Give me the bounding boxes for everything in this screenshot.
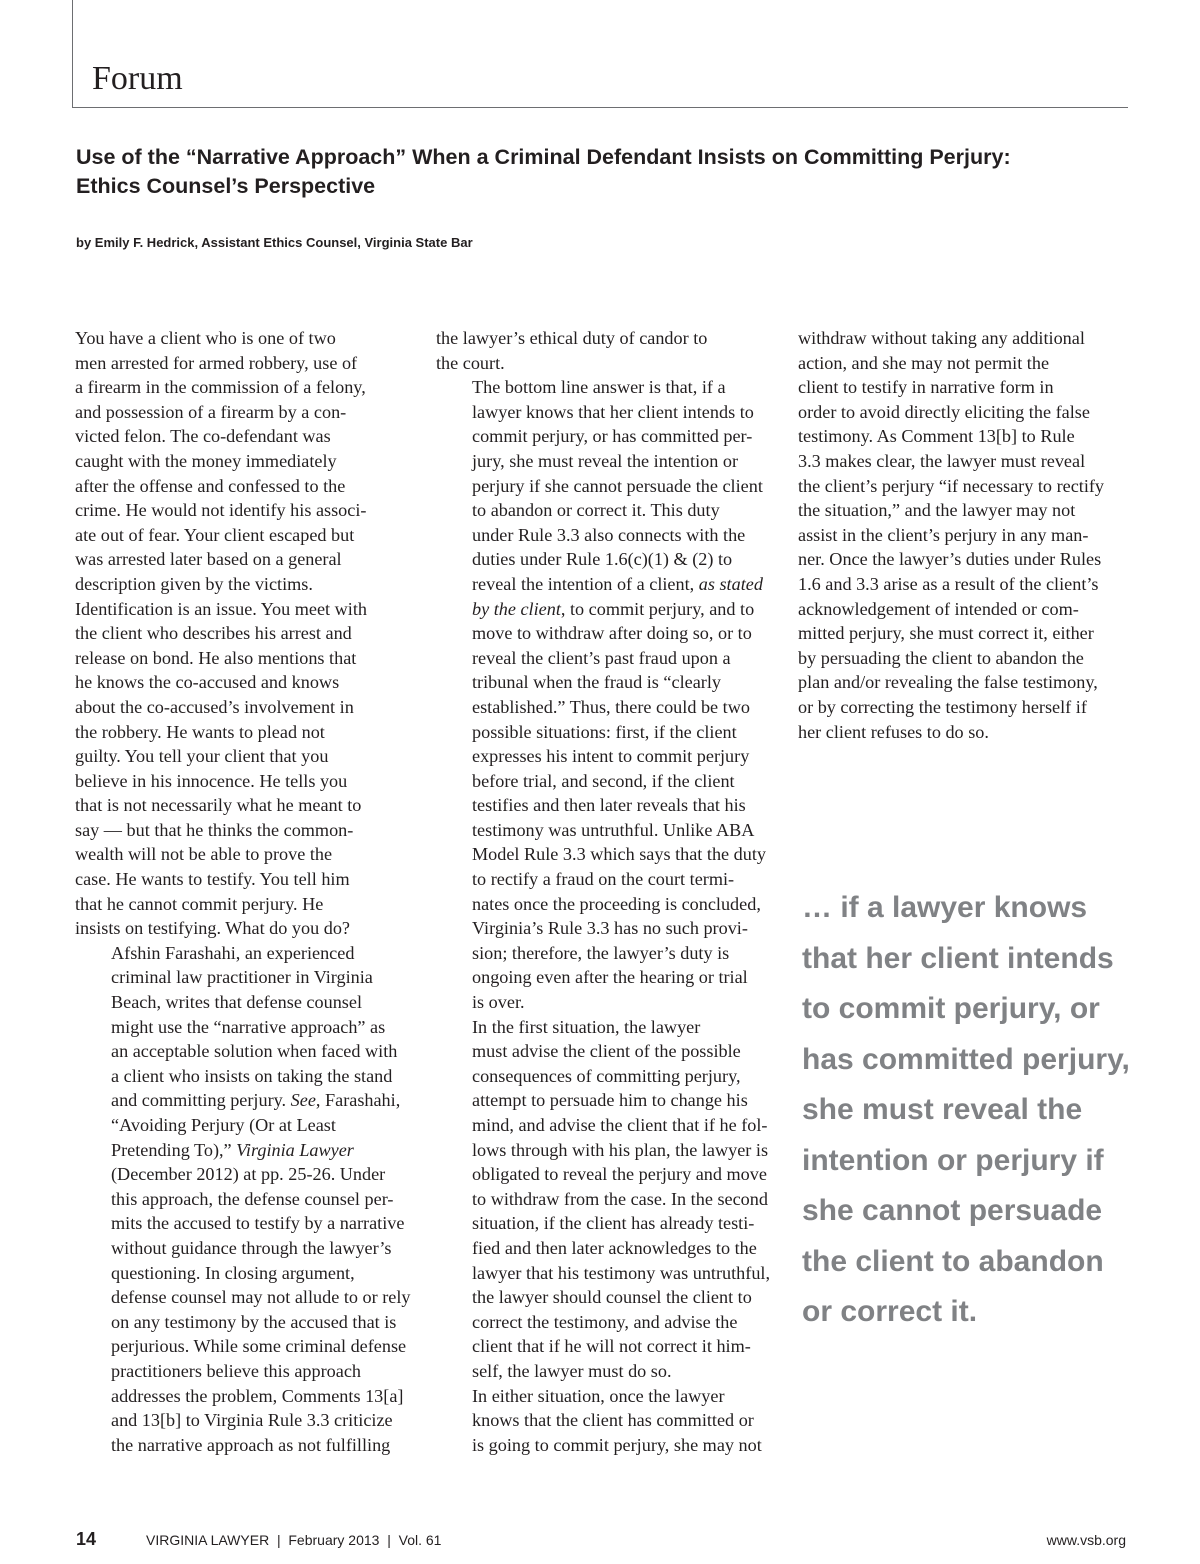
text-run: Pretending To),” [111, 1139, 237, 1160]
text-line: believe in his innocence. He tells you [75, 770, 348, 791]
text-line [75, 1138, 425, 1163]
byline: by Emily F. Hedrick, Assistant Ethics Counsel, Virginia State Bar [76, 235, 473, 250]
text-line: You have a client who is one of two [75, 328, 336, 348]
text-line: mits the accused to testify by a narrative [111, 1213, 405, 1234]
citation-signal: See [290, 1090, 316, 1111]
paragraph [436, 1015, 776, 1384]
publication-title: Virginia Lawyer [236, 1139, 354, 1160]
text-line: is over. [472, 992, 525, 1013]
text-line: Afshin Farashahi, an experienced [111, 942, 355, 963]
text-line: he knows the co-accused and knows [75, 672, 340, 693]
publication-info: VIRGINIA LAWYER | February 2013 | Vol. 61 [146, 1532, 442, 1548]
text-line: or by correcting the testimony herself if [798, 696, 1087, 717]
text-line: commit perjury, or has committed per- [472, 426, 753, 447]
text-line: ate out of fear. Your client escaped but [75, 524, 355, 545]
text-line: without guidance through the lawyer’s [111, 1237, 392, 1258]
text-line: case. He wants to testify. You tell him [75, 869, 350, 890]
text-line [75, 1088, 425, 1113]
pull-quote-line: that her client intends [802, 941, 1114, 975]
text-line: that he cannot commit perjury. He [75, 893, 324, 914]
text-line: expresses his intent to commit perjury [472, 746, 750, 767]
text-line: mind, and advise the client that if he fol- [472, 1115, 768, 1135]
text-line: ner. Once the lawyer’s duties under Rules [798, 549, 1102, 570]
text-line: 3.3 makes clear, the lawyer must reveal [798, 450, 1086, 471]
text-line: tribunal when the fraud is “clearly [472, 672, 721, 693]
text-line: release on bond. He also mentions that [75, 647, 357, 668]
text-line: caught with the money immediately [75, 450, 337, 471]
text-line: perjury if she cannot persuade the client [472, 475, 763, 496]
body-column-1 [75, 326, 425, 1457]
text-line: lawyer knows that her client intends to [472, 401, 754, 422]
text-line: testifies and then later reveals that his [472, 795, 746, 816]
text-line: acknowledgement of intended or com- [798, 598, 1079, 619]
paragraph [75, 326, 425, 941]
text-line: correct the testimony, and advise the [472, 1311, 738, 1332]
text-line: obligated to reveal the perjury and move [472, 1164, 767, 1185]
text-line: client to testify in narrative form in [798, 377, 1054, 398]
text-line: say — but that he thinks the common- [75, 819, 354, 840]
text-line: to rectify a fraud on the court termi- [472, 869, 735, 890]
text-line: the client’s perjury “if necessary to rectify [798, 475, 1105, 496]
text-line: sion; therefore, the lawyer’s duty is [472, 942, 730, 963]
pull-quote-line: … if a lawyer knows [802, 891, 1088, 924]
text-line: the narrative approach as not fulfilling [111, 1434, 391, 1455]
text-line: perjurious. While some criminal defense [111, 1336, 407, 1357]
text-line: (December 2012) at pp. 25-26. Under [111, 1164, 386, 1185]
article-title-line-2: Ethics Counsel’s Perspective [76, 174, 376, 198]
text-line: “Avoiding Perjury (Or at Least [111, 1115, 336, 1135]
section-label: Forum [92, 60, 183, 97]
text-line: and 13[b] to Virginia Rule 3.3 criticize [111, 1410, 393, 1431]
paragraph [798, 326, 1138, 744]
text-line: testimony was untruthful. Unlike ABA [472, 819, 755, 840]
text-line: Virginia’s Rule 3.3 has no such provi- [472, 918, 748, 939]
emphasis: by the client [472, 598, 561, 619]
text-line: possible situations: first, if the client [472, 721, 737, 742]
text-line: lows through with his plan, the lawyer is [472, 1139, 769, 1160]
text-line: under Rule 3.3 also connects with the [472, 524, 746, 545]
text-line: is going to commit perjury, she may not [472, 1434, 762, 1455]
text-line: situation, if the client has already testi- [472, 1213, 755, 1234]
text-line: victed felon. The co-defendant was [75, 426, 331, 447]
text-line: a client who insists on taking the stand [111, 1065, 393, 1086]
text-line: an acceptable solution when faced with [111, 1041, 398, 1062]
text-line: consequences of committing perjury, [472, 1065, 741, 1086]
paragraph [436, 1384, 776, 1458]
text-line: her client refuses to do so. [798, 721, 989, 742]
page-number: 14 [76, 1529, 97, 1549]
text-line: jury, she must reveal the intention or [472, 450, 739, 471]
body-column-2 [436, 326, 776, 1457]
text-line: attempt to persuade him to change his [472, 1090, 748, 1111]
paragraph [436, 375, 776, 1014]
text-line: on any testimony by the accused that is [111, 1311, 397, 1332]
text-line: wealth will not be able to prove the [75, 844, 333, 865]
text-line: the client who describes his arrest and [75, 623, 352, 644]
text-line: move to withdraw after doing so, or to [472, 623, 752, 644]
text-line: self, the lawyer must do so. [472, 1360, 672, 1381]
text-line: client that if he will not correct it him- [472, 1336, 751, 1357]
website-url: www.vsb.org [1046, 1532, 1126, 1548]
text-line: reveal the client’s past fraud upon a [472, 647, 731, 668]
text-line: knows that the client has committed or [472, 1410, 754, 1431]
text-line: The bottom line answer is that, if a [472, 377, 726, 398]
text-line: the situation,” and the lawyer may not [798, 500, 1076, 521]
text-line: was arrested later based on a general [75, 549, 342, 570]
text-line: a firearm in the commission of a felony, [75, 377, 366, 398]
text-line: guilty. You tell your client that you [75, 746, 329, 767]
text-line [436, 572, 776, 597]
text-line: criminal law practitioner in Virginia [111, 967, 373, 988]
text-line: assist in the client’s perjury in any man- [798, 524, 1089, 545]
text-line: by persuading the client to abandon the [798, 647, 1084, 668]
text-run: reveal the intention of a client, [472, 573, 699, 594]
text-line: crime. He would not identify his associ- [75, 500, 367, 521]
text-line: Model Rule 3.3 which says that the duty [472, 844, 766, 865]
text-line: the lawyer’s ethical duty of candor to [436, 328, 708, 348]
text-line: In either situation, once the lawyer [472, 1385, 725, 1406]
text-line: plan and/or revealing the false testimony, [798, 672, 1098, 693]
paragraph [436, 326, 776, 375]
text-run: , Farashahi, [315, 1090, 401, 1111]
text-line: order to avoid directly eliciting the false [798, 401, 1090, 422]
text-line: practitioners believe this approach [111, 1360, 361, 1381]
text-line: fied and then later acknowledges to the [472, 1237, 757, 1258]
text-line [436, 597, 776, 622]
text-line: established.” Thus, there could be two [472, 696, 750, 717]
text-run: , to commit perjury, and to [560, 598, 755, 619]
text-line: duties under Rule 1.6(c)(1) & (2) to [472, 549, 733, 570]
text-line: the lawyer should counsel the client to [472, 1287, 752, 1308]
text-line: addresses the problem, Comments 13[a] [111, 1385, 404, 1406]
text-line: this approach, the defense counsel per- [111, 1188, 394, 1209]
text-line: before trial, and second, if the client [472, 770, 735, 791]
text-line: mitted perjury, she must correct it, either [798, 623, 1094, 644]
text-line: withdraw without taking any additional [798, 328, 1085, 348]
text-line: men arrested for armed robbery, use of [75, 352, 358, 373]
text-line: to abandon or correct it. This duty [472, 500, 720, 521]
text-line: description given by the victims. [75, 573, 313, 594]
text-line: to withdraw from the case. In the second [472, 1188, 768, 1209]
text-line: Identification is an issue. You meet with [75, 598, 367, 619]
pull-quote-line: has committed perjury, [802, 1042, 1130, 1076]
text-line: and possession of a firearm by a con- [75, 401, 347, 422]
emphasis: as stated [698, 573, 763, 594]
text-line: Beach, writes that defense counsel [111, 992, 362, 1013]
pull-quote-line: to commit perjury, or [802, 992, 1100, 1025]
text-line: after the offense and confessed to the [75, 475, 346, 496]
article-title [76, 143, 1136, 201]
text-line: the robbery. He wants to plead not [75, 721, 325, 742]
text-line: questioning. In closing argument, [111, 1262, 355, 1283]
text-line: must advise the client of the possible [472, 1041, 741, 1062]
section-rule-vertical [72, 0, 73, 108]
text-line: testimony. As Comment 13[b] to Rule [798, 426, 1075, 447]
text-line: action, and she may not permit the [798, 352, 1050, 373]
pull-quote-line: she must reveal the [802, 1093, 1083, 1126]
text-line: about the co-accused’s involvement in [75, 696, 354, 717]
text-line: insists on testifying. What do you do? [75, 918, 350, 939]
pull-quote-line: intention or perjury if [802, 1143, 1104, 1177]
text-line: ongoing even after the hearing or trial [472, 967, 748, 988]
text-line: might use the “narrative approach” as [111, 1016, 386, 1037]
text-run: and committing perjury. [111, 1090, 291, 1111]
body-column-3 [798, 326, 1138, 744]
text-line: nates once the proceeding is concluded, [472, 893, 761, 914]
text-line: In the first situation, the lawyer [472, 1016, 701, 1037]
paragraph [75, 941, 425, 1457]
text-line: that is not necessarily what he meant to [75, 795, 362, 816]
text-line: 1.6 and 3.3 arise as a result of the client’s [798, 573, 1099, 594]
text-line: defense counsel may not allude to or rely [111, 1287, 411, 1308]
pull-quote-line: the client to abandon [802, 1244, 1104, 1278]
pull-quote-line: she cannot persuade [802, 1194, 1103, 1227]
section-rule-horizontal [72, 107, 1128, 108]
pull-quote-line: or correct it. [802, 1295, 978, 1328]
text-line: lawyer that his testimony was untruthful, [472, 1262, 771, 1283]
text-line: the court. [436, 352, 505, 373]
article-title-line-1: Use of the “Narrative Approach” When a Criminal Defendant Insists on Committing Perjury: [76, 145, 1011, 169]
pull-quote [802, 883, 1142, 1338]
